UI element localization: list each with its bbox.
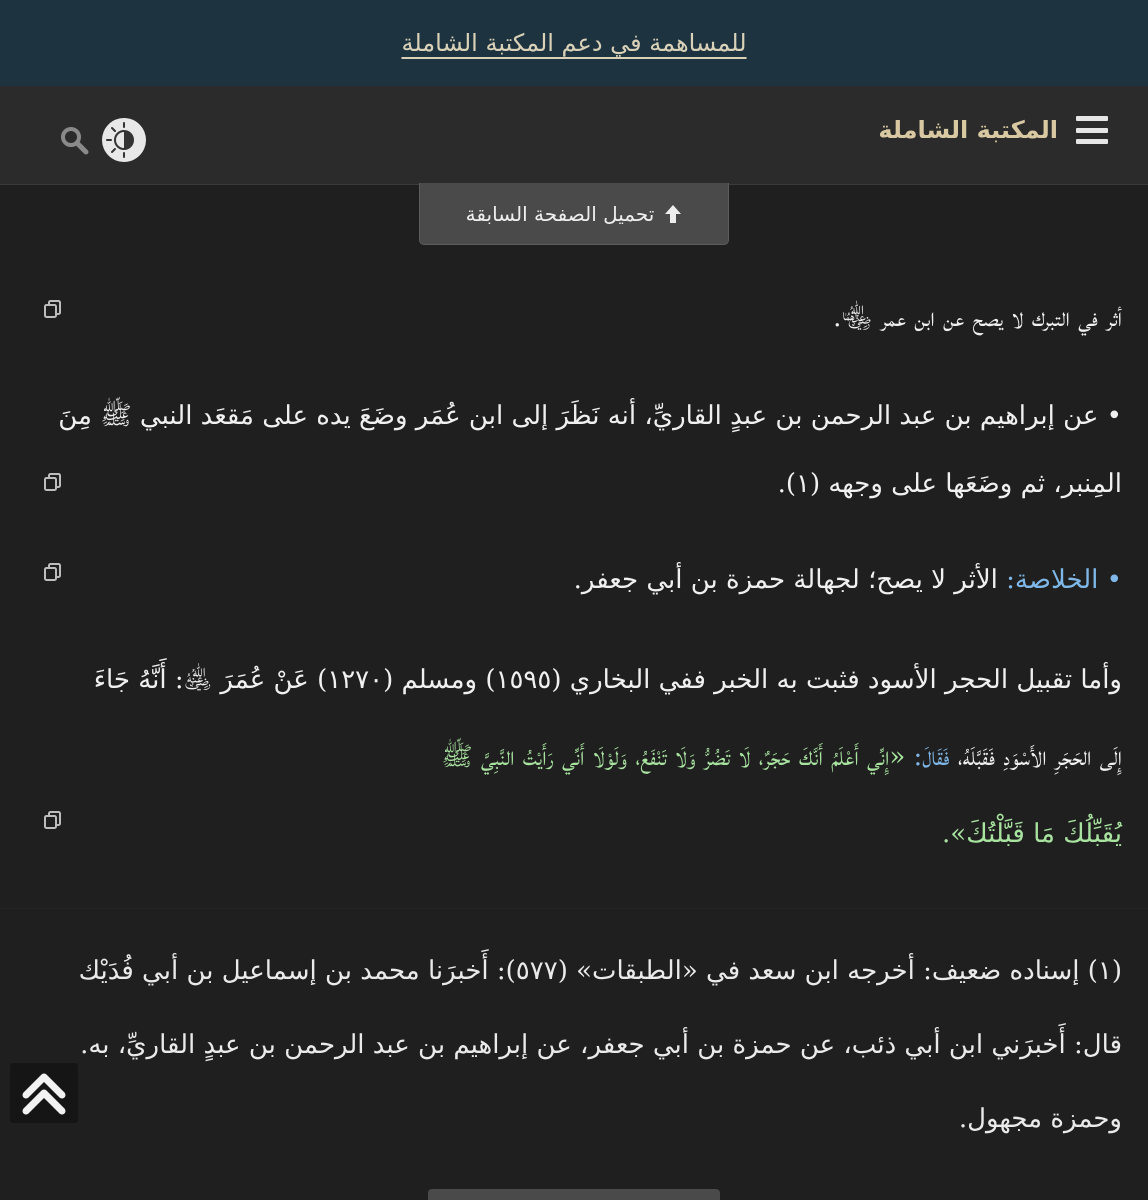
copy-icon[interactable] — [42, 298, 64, 320]
copy-icon[interactable] — [42, 471, 64, 493]
paragraph-line — [22, 719, 1122, 796]
theme-toggle-icon[interactable] — [102, 118, 146, 162]
paragraph-4 — [22, 642, 1122, 873]
paragraph-line: المِنبر، ثم وضَعَها على وجهه (١). — [777, 469, 1122, 499]
paragraph-text: أثر في التبرك لا يصح عن ابن عمر ﵄. — [833, 303, 1122, 333]
arrow-up-icon — [664, 204, 682, 224]
footnote-line: (١) إسناده ضعيف: أخرجه ابن سعد في «الطبقات» (٥٧٧): أَخبرَنا محمد بن إسماعيل بن أبي فُدَيْك — [78, 956, 1122, 986]
copy-icon[interactable] — [42, 561, 64, 583]
summary-text: الأثر لا يصح؛ لجهالة حمزة بن أبي جعفر. — [573, 565, 1007, 595]
donation-link[interactable]: للمساهمة في دعم المكتبة الشاملة — [401, 29, 747, 57]
navbar — [0, 86, 1148, 185]
text-run: إِلَى الحَجَرِ الأَسْوَدِ فَقَبَّلَهُ، — [949, 742, 1122, 772]
paragraph-line: • عن إبراهيم بن عبد الرحمن بن عبدٍ القاريِّ، أنه نَظَرَ إلى ابن عُمَر وضَعَ يده على مَقعَد النبي ﷺ مِنَ — [58, 401, 1122, 431]
load-previous-page-button[interactable] — [419, 183, 729, 245]
paragraph-1 — [22, 284, 1122, 352]
paragraph-2 — [22, 382, 1122, 518]
paragraph-line: وأما تقبيل الحجر الأسود فثبت به الخبر ففي البخاري (١٥٩٥) ومسلم (١٢٧٠) عَنْ عُمَرَ ﵁: أَنَّهُ جَاءَ — [93, 665, 1122, 695]
paragraph-3 — [22, 546, 1122, 614]
hamburger-menu-icon[interactable] — [1076, 116, 1108, 144]
bottom-toolbar[interactable] — [428, 1189, 720, 1200]
load-previous-label: تحميل الصفحة السابقة — [465, 201, 655, 226]
footnote-line: وحمزة مجهول. — [958, 1104, 1122, 1134]
search-icon[interactable] — [58, 124, 90, 156]
quote-intro: فَقَالَ: — [905, 742, 950, 772]
double-chevron-up-icon — [10, 1063, 78, 1123]
brand-title[interactable]: المكتبة الشاملة — [878, 116, 1058, 144]
copy-icon[interactable] — [42, 809, 64, 831]
paragraph-line — [22, 546, 1122, 614]
footnote-separator — [0, 908, 1148, 909]
summary-label: • الخلاصة: — [1006, 565, 1122, 595]
footnote-line: قال: أَخبرَني ابن أبي ذئب، عن حمزة بن أبي جعفر، عن إبراهيم بن عبد الرحمن بن عبدٍ القاريِّ، به. — [80, 1030, 1122, 1060]
hadith-quote: «إِنِّي أَعْلَمُ أَنَّكَ حَجَرٌ، لَا تَضُرُّ وَلَا تَنْفَعُ، وَلَوْلَا أَنِّي رَأَيْتُ النَّبِيَّ ﷺ — [441, 742, 906, 772]
hadith-quote-end: يُقَبِّلُكَ مَا قَبَّلْتُكَ». — [942, 819, 1122, 849]
footnote — [22, 934, 1122, 1156]
paragraph-line — [22, 796, 1122, 873]
scroll-to-top-button[interactable] — [10, 1063, 78, 1123]
donation-banner — [0, 0, 1148, 86]
brand[interactable] — [878, 116, 1108, 144]
